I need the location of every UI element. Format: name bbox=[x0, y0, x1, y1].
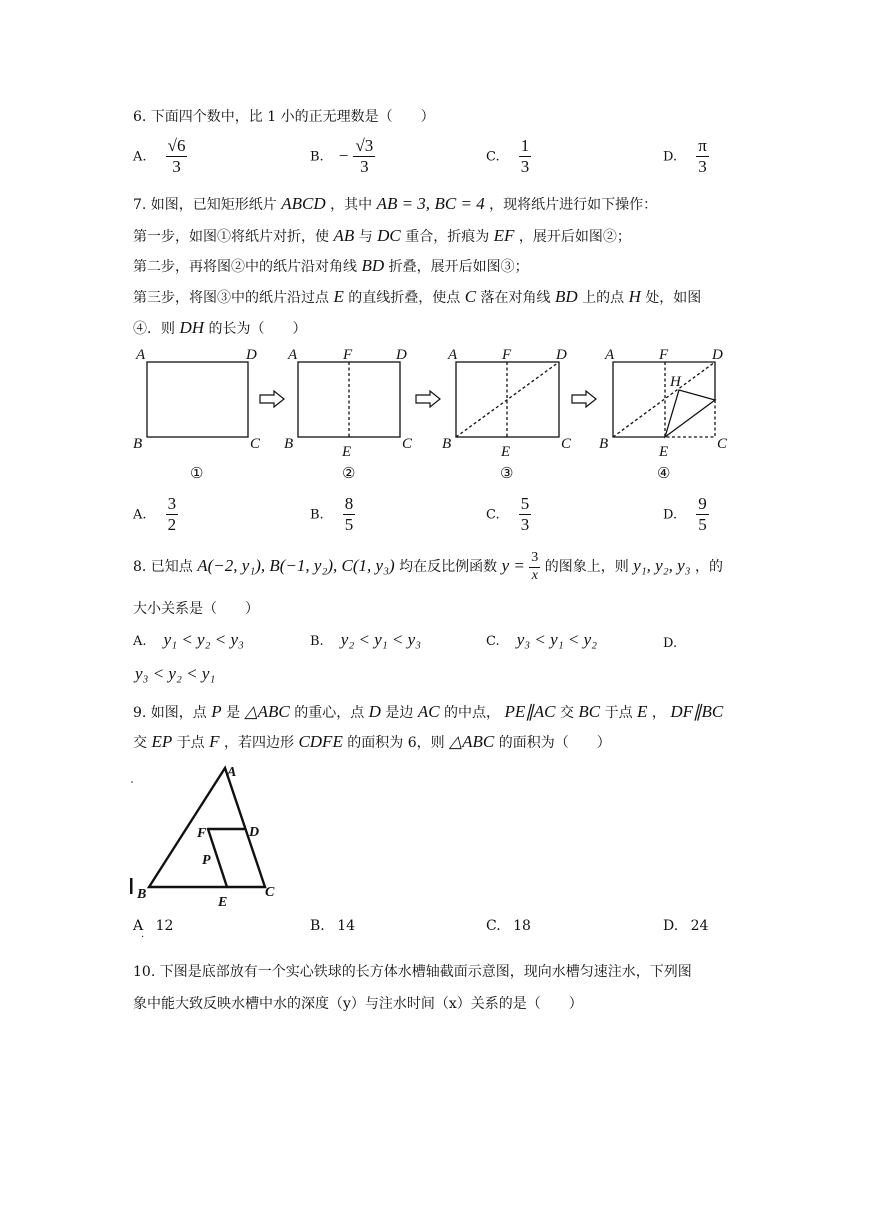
label-e: E bbox=[501, 444, 511, 460]
option-text: 14 bbox=[337, 918, 356, 934]
label-b: B bbox=[284, 436, 294, 452]
option-label: A. bbox=[133, 634, 147, 649]
option-text: y₃ < y₁ < y₂ bbox=[516, 630, 598, 649]
math: D bbox=[368, 702, 381, 721]
label-a: A bbox=[227, 765, 237, 780]
margin-mark bbox=[130, 878, 133, 894]
q8-option-a bbox=[133, 630, 244, 650]
label-e: E bbox=[342, 444, 352, 460]
text: 交 bbox=[133, 735, 147, 751]
scan-dot bbox=[131, 781, 133, 783]
arrow-right-icon bbox=[260, 391, 284, 407]
text: 的图象上，则 bbox=[544, 559, 629, 575]
stray-dot: · bbox=[141, 932, 145, 943]
q7-option-b bbox=[310, 494, 355, 534]
fraction bbox=[519, 494, 532, 534]
text: 与 bbox=[358, 229, 373, 245]
option-text: y₁ < y₂ < y₃ bbox=[163, 630, 244, 649]
math: AB = 3, bbox=[376, 194, 431, 213]
text: 交 bbox=[559, 705, 574, 721]
math: F bbox=[209, 732, 220, 751]
math: C bbox=[464, 287, 477, 306]
denominator: 5 bbox=[344, 514, 354, 534]
numerator: 3 bbox=[529, 550, 540, 567]
option-label: D. bbox=[663, 507, 678, 523]
text: 的直线折叠，使点 bbox=[348, 290, 461, 306]
option-label: A bbox=[133, 918, 144, 934]
label-b: B bbox=[442, 436, 452, 452]
option-label: B. bbox=[310, 149, 324, 165]
text: 落在对角线 bbox=[480, 290, 551, 306]
label-c: C bbox=[717, 436, 728, 452]
numerator: 1 bbox=[520, 136, 530, 155]
math: y₁, y₂, y₃ bbox=[633, 556, 691, 575]
q8-option-b bbox=[310, 630, 421, 650]
label-d: D bbox=[246, 347, 257, 363]
option-text: y₂ < y₁ < y₃ bbox=[340, 630, 422, 649]
label-f: F bbox=[343, 347, 353, 363]
q6-option-d bbox=[663, 136, 709, 176]
text: 折叠，展开后如图③； bbox=[388, 259, 529, 275]
denominator: 3 bbox=[520, 514, 530, 534]
numerator: √6 bbox=[167, 136, 186, 155]
text: 重合，折痕为 bbox=[405, 229, 490, 245]
text: 的面积为 6，则 bbox=[347, 735, 445, 751]
q7-option-c bbox=[486, 494, 531, 534]
denominator: 3 bbox=[520, 156, 530, 176]
fraction bbox=[353, 136, 375, 176]
option-text: 18 bbox=[513, 918, 531, 934]
math: BD bbox=[361, 256, 385, 275]
q10-stem-line1: 10. 下图是底部放有一个实心铁球的长方体水槽轴截面示意图，现向水槽匀速注水，下列图 bbox=[133, 964, 692, 980]
option-label: D. bbox=[663, 636, 678, 651]
math: AB bbox=[333, 226, 355, 245]
option-label: C. bbox=[486, 918, 501, 934]
q7-stem bbox=[133, 194, 657, 214]
text: 第一步，如图①将纸片对折，使 bbox=[133, 229, 329, 245]
fraction bbox=[166, 494, 179, 534]
text: 8. 已知点 bbox=[133, 559, 193, 575]
fig1-rectangle bbox=[147, 362, 248, 437]
label-h: H bbox=[670, 374, 681, 390]
label-c: C bbox=[402, 436, 413, 452]
minus-sign: − bbox=[338, 146, 349, 166]
q7-step3-cont bbox=[133, 318, 306, 338]
label-f: F bbox=[197, 826, 207, 841]
segment-fe bbox=[208, 829, 227, 887]
text: 9. 如图，点 bbox=[133, 705, 207, 721]
math: E bbox=[637, 702, 648, 721]
fraction bbox=[529, 550, 540, 583]
option-label: B. bbox=[310, 918, 325, 934]
numerator: 8 bbox=[344, 494, 354, 513]
q6-option-c bbox=[486, 136, 531, 176]
text: 第二步，再将图②中的纸片沿对角线 bbox=[133, 259, 357, 275]
q9-option-b bbox=[310, 918, 355, 934]
denominator: x bbox=[531, 567, 538, 583]
q8-option-d-text bbox=[135, 664, 215, 684]
q8-option-d-label bbox=[663, 632, 677, 651]
text: ，若四边形 bbox=[223, 735, 294, 751]
math: P bbox=[211, 702, 222, 721]
math: BC = 4 bbox=[434, 194, 485, 213]
caption-3: ③ bbox=[500, 466, 514, 482]
text: 于点 bbox=[176, 735, 205, 751]
numerator: √3 bbox=[355, 136, 374, 155]
text: ， bbox=[651, 705, 666, 721]
label-a: A bbox=[288, 347, 298, 363]
fraction bbox=[519, 136, 532, 176]
fraction bbox=[696, 136, 709, 176]
label-b: B bbox=[133, 436, 143, 452]
label-c: C bbox=[561, 436, 572, 452]
option-label: D. bbox=[663, 149, 678, 165]
option-label: B. bbox=[310, 507, 324, 523]
math: EP bbox=[151, 732, 173, 751]
math: E bbox=[333, 287, 344, 306]
text: 于点 bbox=[604, 705, 633, 721]
text: 的中点， bbox=[444, 705, 501, 721]
math: DH bbox=[179, 318, 205, 337]
math: y = bbox=[501, 556, 525, 575]
label-d: D bbox=[396, 347, 407, 363]
denominator: 5 bbox=[698, 514, 707, 534]
q6-option-a bbox=[133, 136, 187, 176]
q7-step1 bbox=[133, 226, 631, 246]
math: DF∥BC bbox=[670, 702, 724, 721]
text: 是 bbox=[226, 705, 241, 721]
label-b: B bbox=[599, 436, 609, 452]
caption-2: ② bbox=[342, 466, 356, 482]
label-c: C bbox=[265, 885, 275, 900]
math: H bbox=[628, 287, 641, 306]
arrow-right-icon bbox=[572, 391, 596, 407]
q8-stem bbox=[133, 548, 723, 585]
fraction bbox=[166, 136, 188, 176]
text: ，的 bbox=[695, 559, 724, 575]
q10-stem-line2: 象中能大致反映水槽中水的深度（y）与注水时间（x）关系的是（ ） bbox=[133, 996, 583, 1012]
text: 上的点 bbox=[582, 290, 625, 306]
math: AC bbox=[417, 702, 440, 721]
text: 的面积为（ ） bbox=[498, 735, 611, 751]
arrow-right-icon bbox=[416, 391, 440, 407]
option-text: y₃ < y₂ < y₁ bbox=[135, 664, 216, 683]
text: 是边 bbox=[385, 705, 414, 721]
label-f: F bbox=[502, 347, 512, 363]
q9-option-a bbox=[133, 918, 173, 934]
option-label: C. bbox=[486, 507, 500, 523]
text: ，展开后如图②； bbox=[518, 229, 631, 245]
fig4-folded-triangle bbox=[665, 390, 715, 437]
q9-stem bbox=[133, 702, 723, 722]
text: 的重心，点 bbox=[294, 705, 365, 721]
q8-option-c bbox=[486, 630, 597, 650]
q9-option-d bbox=[663, 918, 708, 934]
math: BC bbox=[578, 702, 601, 721]
q9-option-c bbox=[486, 918, 531, 934]
text: ④．则 bbox=[133, 321, 175, 337]
caption-1: ① bbox=[190, 466, 204, 482]
text: 均在反比例函数 bbox=[399, 559, 498, 575]
q7-option-d bbox=[663, 494, 709, 534]
label-b: B bbox=[137, 887, 147, 902]
denominator: 3 bbox=[172, 156, 181, 176]
triangle-abc bbox=[149, 768, 265, 887]
option-text: 12 bbox=[155, 918, 174, 934]
label-d: D bbox=[712, 347, 723, 363]
fraction bbox=[343, 494, 356, 534]
q6-option-b bbox=[310, 136, 375, 176]
text: ，其中 bbox=[330, 197, 373, 213]
option-label: A. bbox=[133, 149, 147, 165]
math: DC bbox=[377, 226, 401, 245]
caption-4: ④ bbox=[657, 466, 671, 482]
label-e: E bbox=[218, 895, 228, 910]
math: CDFE bbox=[298, 732, 343, 751]
numerator: 9 bbox=[698, 494, 707, 513]
math: BD bbox=[555, 287, 578, 306]
label-d: D bbox=[249, 825, 260, 840]
math: ABCD bbox=[281, 194, 326, 213]
q7-step2 bbox=[133, 256, 529, 276]
label-c: C bbox=[250, 436, 261, 452]
label-a: A bbox=[605, 347, 615, 363]
label-a: A bbox=[448, 347, 458, 363]
label-p: P bbox=[202, 853, 211, 868]
math: PE∥AC bbox=[504, 702, 556, 721]
numerator: 3 bbox=[167, 494, 177, 513]
option-label: B. bbox=[310, 634, 324, 649]
label-f: F bbox=[659, 347, 669, 363]
numerator: π bbox=[698, 136, 707, 155]
math: A(−2, y₁), B(−1, y₂), C(1, y₃) bbox=[197, 556, 395, 575]
label-d: D bbox=[556, 347, 567, 363]
q6-stem: 6. 下面四个数中，比 1 小的正无理数是（ ） bbox=[133, 109, 435, 125]
option-label: A. bbox=[133, 507, 147, 523]
denominator: 2 bbox=[167, 514, 177, 534]
text: 第三步，将图③中的纸片沿过点 bbox=[133, 290, 329, 306]
fraction bbox=[696, 494, 709, 534]
label-e: E bbox=[659, 444, 669, 460]
q7-step3 bbox=[133, 287, 701, 307]
text: 7. 如图，已知矩形纸片 bbox=[133, 197, 277, 213]
option-label: C. bbox=[486, 149, 500, 165]
denominator: 3 bbox=[360, 156, 369, 176]
math: △ABC bbox=[244, 702, 290, 721]
math: △ABC bbox=[449, 732, 495, 751]
text: 处，如图 bbox=[645, 290, 702, 306]
text: ，现将纸片进行如下操作： bbox=[489, 197, 658, 213]
denominator: 3 bbox=[698, 156, 707, 176]
q9-triangle-figure bbox=[128, 758, 288, 910]
fig4-diagonal-bd bbox=[613, 362, 715, 437]
q9-stem-cont bbox=[133, 732, 611, 752]
option-text: 24 bbox=[690, 918, 709, 934]
text: 的长为（ ） bbox=[208, 321, 307, 337]
q8-stem-cont: 大小关系是（ ） bbox=[133, 601, 259, 617]
label-a: A bbox=[136, 347, 146, 363]
q7-figures bbox=[130, 342, 730, 484]
q7-option-a bbox=[133, 494, 178, 534]
numerator: 5 bbox=[520, 494, 530, 513]
option-label: C. bbox=[486, 634, 500, 649]
math: EF bbox=[493, 226, 515, 245]
option-label: D. bbox=[663, 918, 679, 934]
